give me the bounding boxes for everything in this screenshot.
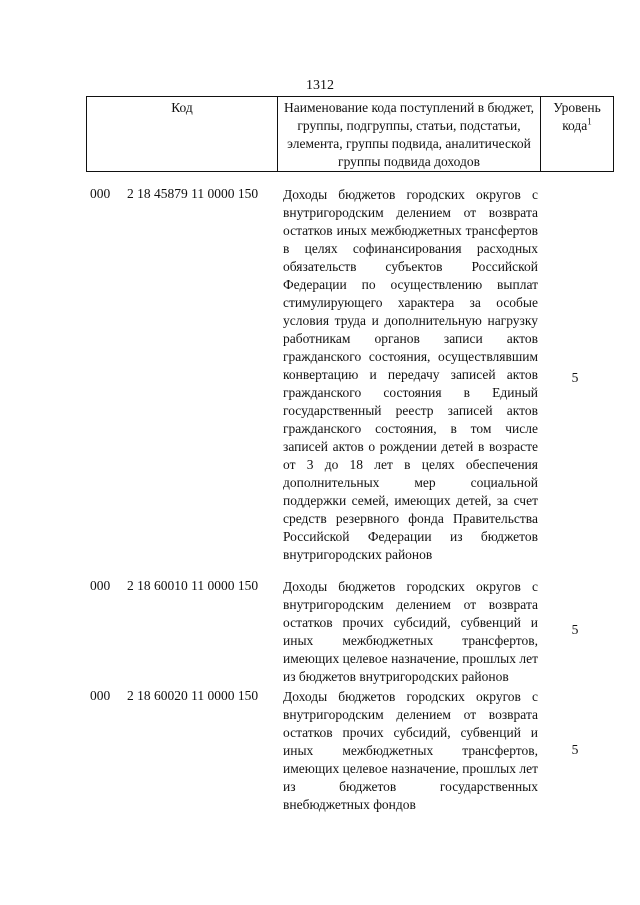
- row-prefix: 000: [90, 688, 111, 703]
- table-header: [86, 96, 614, 172]
- row-level: 5: [571, 742, 579, 757]
- row-code: 2 18 45879 11 0000 150: [127, 186, 259, 201]
- table-body: [0, 186, 640, 812]
- row-prefix: 000: [90, 578, 111, 593]
- name-column-header: Наименование кода поступлений в бюджет, группы, подгруппы, статьи, подстатьи, элемента, группы подвида, аналитической группы подвида доходов: [278, 97, 541, 172]
- level-column-header-text: Уровень кода: [553, 100, 601, 133]
- row-name: Доходы бюджетов городских округов с внутригородским делением от возврата остатков иных межбюджетных трансфертов в целях софинансирования расходных обязательств субъектов Российской Федерации по осуществлению выплат стимулирующего характера за особые условия труда и дополнительную нагрузку работникам органов записи актов гражданского состояния, осуществлявшим конвертацию и передачу записей актов гражданского состояния в Единый государственный реестр записей актов гражданского состояния, в том числе записей актов о рождении детей в возрасте от 3 до 18 лет в целях обеспечения дополнительных мер социальной поддержки семей, имеющих детей, за счет средств резервного фонда Правительства Российской Федерации из бюджетов внутригородских районов: [283, 187, 538, 562]
- row-level: 5: [571, 622, 579, 637]
- row-code: 2 18 60020 11 0000 150: [127, 688, 259, 703]
- level-footnote-marker: 1: [587, 116, 592, 127]
- row-prefix: 000: [90, 186, 111, 201]
- code-column-header: Код: [87, 97, 278, 172]
- page-number: 1312: [306, 78, 334, 93]
- table-row: [0, 578, 640, 688]
- level-column-header: [541, 97, 614, 172]
- row-code: 2 18 60010 11 0000 150: [127, 578, 259, 593]
- row-name: Доходы бюджетов городских округов с внутригородским делением от возврата остатков прочих субсидий, субвенций и иных межбюджетных трансфертов, имеющих целевое назначение, прошлых лет из бюджетов государственных внебюджетных фондов: [283, 689, 538, 812]
- table-row: [0, 688, 640, 812]
- table-row: [0, 186, 640, 578]
- row-level: 5: [571, 370, 579, 385]
- row-name: Доходы бюджетов городских округов с внутригородским делением от возврата остатков прочих субсидий, субвенций и иных межбюджетных трансфертов, имеющих целевое назначение, прошлых лет из бюджетов внутригородских районов: [283, 579, 538, 684]
